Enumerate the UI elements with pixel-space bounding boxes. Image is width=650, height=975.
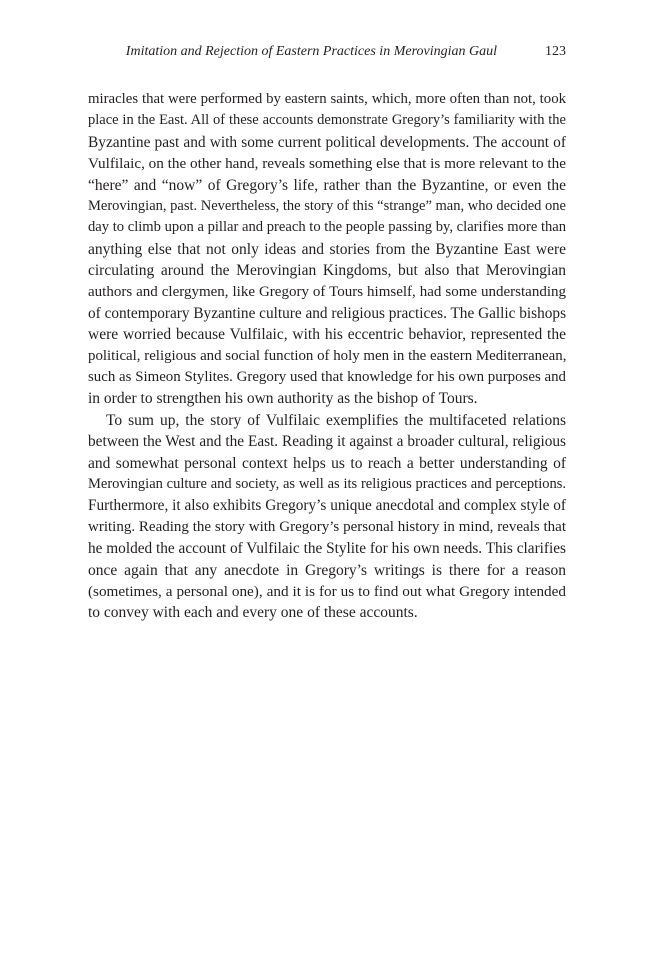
text-line: once again that any anecdote in Gregory’s writings is there for a reason (88, 561, 566, 579)
text-line: Byzantine past and with some current political developments. The account of (88, 133, 566, 151)
text-line: miracles that were performed by eastern saints, which, more often than not, took (88, 91, 566, 107)
text-line: in order to strengthen his own authority as the bishop of Tours. (88, 390, 478, 408)
running-title: Imitation and Rejection of Eastern Practices in Merovingian Gaul (125, 44, 497, 59)
paragraph-1 (88, 89, 566, 410)
text-line: Furthermore, it also exhibits Gregory’s unique anecdotal and complex style of (88, 497, 566, 515)
text-line: place in the East. All of these accounts demonstrate Gregory’s familiarity with the (88, 112, 566, 129)
text-line: to convey with each and every one of these accounts. (88, 604, 418, 622)
text-line: writing. Reading the story with Gregory’s personal history in mind, reveals that (88, 518, 566, 535)
text-line: circulating around the Merovingian Kingdoms, but also that Merovingian (88, 262, 566, 280)
text-line: between the West and the East. Reading it against a broader cultural, religious (88, 433, 566, 451)
body-text (88, 89, 566, 624)
text-line: he molded the account of Vulfilaic the Stylite for his own needs. This clarifies (88, 540, 566, 558)
text-line: day to climb upon a pillar and preach to the people passing by, clarifies more than (88, 219, 567, 236)
text-line: Merovingian, past. Nevertheless, the story of this “strange” man, who decided one (88, 197, 566, 214)
text-line: anything else that not only ideas and stories from the Byzantine East were (88, 240, 566, 258)
text-line: authors and clergymen, like Gregory of Tours himself, had some understanding (88, 283, 566, 300)
text-line: such as Simeon Stylites. Gregory used that knowledge for his own purposes and (88, 369, 566, 386)
text-line: were worried because Vulfilaic, with his eccentric behavior, represented the (88, 326, 566, 344)
text-line: Merovingian culture and society, as well as its religious practices and perceptions. (88, 476, 566, 493)
text-line: Vulfilaic, on the other hand, reveals something else that is more relevant to the (88, 155, 566, 173)
text-line: To sum up, the story of Vulfilaic exemplifies the multifaceted relations (106, 411, 566, 429)
text-line: political, religious and social function of holy men in the eastern Mediterranean, (88, 347, 567, 364)
text-line: “here” and “now” of Gregory’s life, rather than the Byzantine, or even the (88, 176, 566, 194)
text-line: (sometimes, a personal one), and it is for us to find out what Gregory intended (88, 582, 566, 600)
page-number: 123 (545, 44, 566, 59)
paragraph-2 (88, 410, 566, 624)
text-line: and somewhat personal context helps us to reach a better understanding of (88, 454, 566, 472)
text-line: of contemporary Byzantine culture and religious practices. The Gallic bishops (88, 304, 567, 322)
running-head (88, 44, 566, 64)
